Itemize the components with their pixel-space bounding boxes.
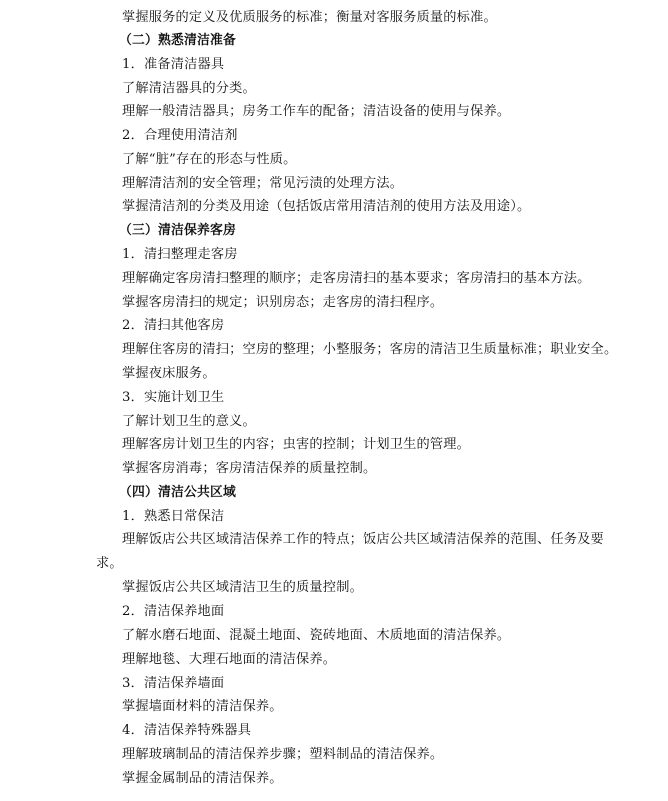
text-line: 掌握客房清扫的规定；识别房态；走客房的清扫程序。 xyxy=(122,295,444,310)
text-line: 掌握金属制品的清洁保养。 xyxy=(122,771,283,786)
section-heading: （三）清洁保养客房 xyxy=(119,223,236,238)
text-line: 理解地毯、大理石地面的清洁保养。 xyxy=(122,652,337,667)
text-line: 掌握服务的定义及优质服务的标准；衡量对客服务质量的标准。 xyxy=(122,10,497,25)
subsection-title: 1．清扫整理走客房 xyxy=(122,247,238,262)
text-line: 了解水磨石地面、混凝土地面、瓷砖地面、木质地面的清洁保养。 xyxy=(122,628,511,643)
text-line: 了解清洁器具的分类。 xyxy=(122,81,256,96)
section-heading: （四）清洁公共区域 xyxy=(119,485,236,500)
subsection-title: 4．清洁保养特殊器具 xyxy=(122,723,252,738)
section-heading: （二）熟悉清洁准备 xyxy=(119,33,236,48)
subsection-title: 1．准备清洁器具 xyxy=(122,57,225,72)
text-line: 掌握夜床服务。 xyxy=(122,366,216,381)
subsection-title: 2．清扫其他客房 xyxy=(122,318,225,333)
text-line: 掌握墙面材料的清洁保养。 xyxy=(122,699,283,714)
subsection-title: 3．清洁保养墙面 xyxy=(122,676,225,691)
text-line: 掌握客房消毒；客房清洁保养的质量控制。 xyxy=(122,461,377,476)
text-line: 理解确定客房清扫整理的顺序；走客房清扫的基本要求；客房清扫的基本方法。 xyxy=(122,271,591,286)
text-line: 理解一般清洁器具；房务工作车的配备；清洁设备的使用与保养。 xyxy=(122,104,511,119)
text-line: 了解计划卫生的意义。 xyxy=(122,414,256,429)
text-line: 了解“脏”存在的形态与性质。 xyxy=(122,152,297,167)
subsection-title: 3．实施计划卫生 xyxy=(122,390,225,405)
subsection-title: 1．熟悉日常保洁 xyxy=(122,509,225,524)
subsection-title: 2．合理使用清洁剂 xyxy=(122,128,238,143)
subsection-title: 2．清洁保养地面 xyxy=(122,604,225,619)
text-line: 理解饭店公共区域清洁保养工作的特点；饭店公共区域清洁保养的范围、任务及要 xyxy=(122,532,604,547)
text-line: 理解清洁剂的安全管理；常见污渍的处理方法。 xyxy=(122,176,404,191)
text-line: 理解客房计划卫生的内容；虫害的控制；计划卫生的管理。 xyxy=(122,437,471,452)
text-line: 掌握清洁剂的分类及用途（包括饭店常用清洁剂的使用方法及用途）。 xyxy=(122,199,531,214)
text-line: 掌握饭店公共区域清洁卫生的质量控制。 xyxy=(122,580,363,595)
text-line-continuation: 求。 xyxy=(96,556,123,571)
text-line: 理解玻璃制品的清洁保养步骤；塑料制品的清洁保养。 xyxy=(122,747,444,762)
text-line: 理解住客房的清扫；空房的整理；小整服务；客房的清洁卫生质量标准；职业安全。 xyxy=(122,342,618,357)
